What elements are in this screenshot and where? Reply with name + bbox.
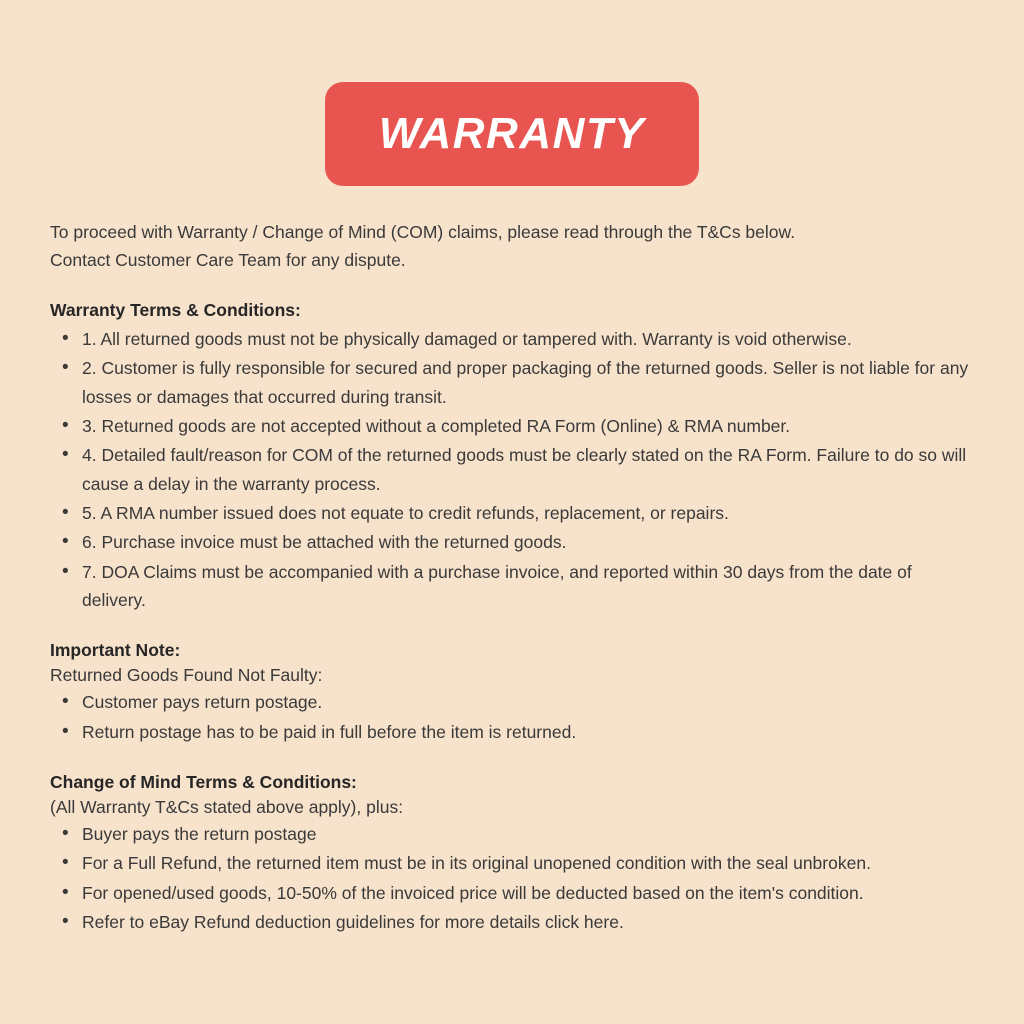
intro-line-1: To proceed with Warranty / Change of Mind (COM) claims, please read through the T&Cs below. (50, 222, 796, 242)
banner-container (50, 0, 974, 186)
important-note-list (50, 688, 974, 746)
change-of-mind-subheading: (All Warranty T&Cs stated above apply), plus: (50, 797, 404, 818)
list-item: • Buyer pays the return postage (50, 820, 974, 848)
important-note-heading: Important Note: (50, 640, 181, 661)
list-item: • Return postage has to be paid in full before the item is returned. (50, 718, 974, 746)
change-of-mind-heading: Change of Mind Terms & Conditions: (50, 772, 357, 793)
list-item: • Customer pays return postage. (50, 688, 974, 716)
warranty-terms-list (50, 325, 974, 614)
warranty-terms-section (50, 300, 974, 614)
list-item: • 1. All returned goods must not be physically damaged or tampered with. Warranty is void otherwise. (50, 325, 974, 353)
list-item: • Refer to eBay Refund deduction guidelines for more details click here. (50, 908, 974, 936)
list-item: • 3. Returned goods are not accepted without a completed RA Form (Online) & RMA number. (50, 412, 974, 440)
list-item: • 7. DOA Claims must be accompanied with a purchase invoice, and reported within 30 days from the date of delivery. (50, 558, 974, 615)
list-item: • 5. A RMA number issued does not equate to credit refunds, replacement, or repairs. (50, 499, 974, 527)
list-item: • 4. Detailed fault/reason for COM of the returned goods must be clearly stated on the RA Form. Failure to do so will cause a delay in the warranty process. (50, 441, 974, 498)
important-note-subheading: Returned Goods Found Not Faulty: (50, 665, 323, 686)
change-of-mind-list (50, 820, 974, 936)
list-item: • 2. Customer is fully responsible for secured and proper packaging of the returned goods. Seller is not liable for any losses or damages that occurred during transit. (50, 354, 974, 411)
list-item: • For a Full Refund, the returned item must be in its original unopened condition with the seal unbroken. (50, 849, 974, 877)
intro-paragraph (50, 218, 974, 274)
list-item: • 6. Purchase invoice must be attached with the returned goods. (50, 528, 974, 556)
important-note-section (50, 640, 974, 746)
intro-line-2: Contact Customer Care Team for any dispute. (50, 250, 406, 270)
warranty-banner (325, 82, 699, 186)
page-title: WARRANTY (378, 109, 646, 158)
change-of-mind-section (50, 772, 974, 936)
list-item: • For opened/used goods, 10-50% of the invoiced price will be deducted based on the item's condition. (50, 879, 974, 907)
warranty-terms-heading: Warranty Terms & Conditions: (50, 300, 301, 320)
